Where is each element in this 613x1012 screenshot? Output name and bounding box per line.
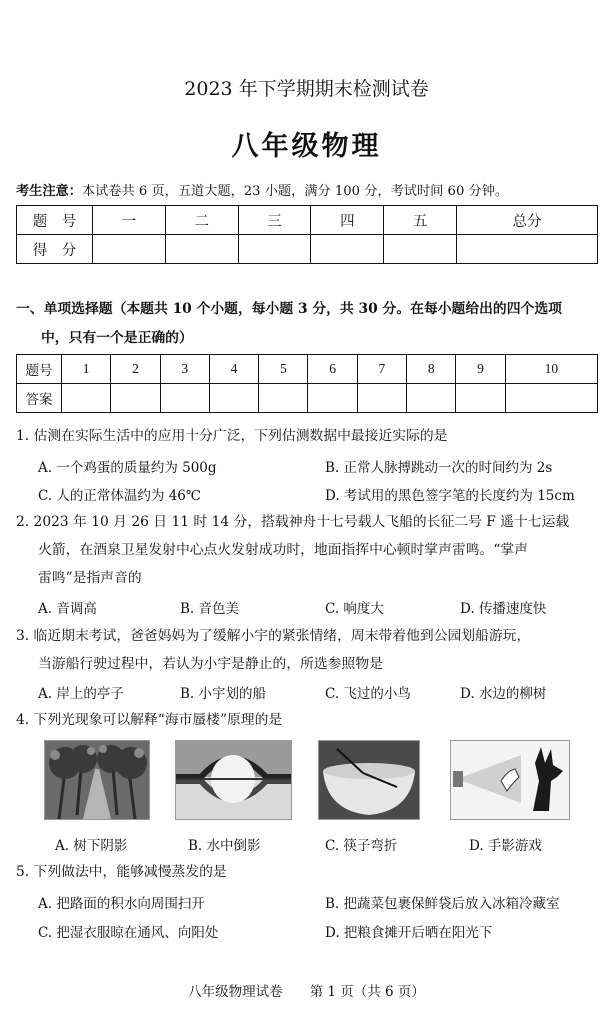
q3-option-a: A. 岸上的亭子 — [38, 686, 124, 702]
answer-blank[interactable] — [209, 384, 258, 413]
answer-blank[interactable] — [407, 384, 456, 413]
q4-stem: 4. 下列光现象可以解释“海市蜃楼”原理的是 — [16, 712, 283, 728]
answer-blank[interactable] — [505, 384, 597, 413]
bridge-reflection-image — [175, 740, 292, 820]
q2-option-a: A. 音调高 — [38, 601, 97, 617]
q2-option-d: D. 传播速度快 — [460, 601, 547, 617]
score-table-score-row — [17, 235, 598, 264]
hand-shadow-illustration — [451, 741, 569, 819]
notice-label: 考生注意： — [16, 184, 82, 199]
score-cell: 四 — [311, 206, 384, 235]
score-cell: 二 — [165, 206, 238, 235]
answer-cell: 4 — [209, 355, 258, 384]
q3-stem-line-1: 3. 临近期末考试，爸爸妈妈为了缓解小宇的紧张情绪，周末带着他到公园划船游玩， — [16, 628, 531, 644]
answer-cell: 2 — [111, 355, 160, 384]
section-1-line-2: 中，只有一个是正确的） — [41, 330, 193, 346]
q1-option-c: C. 人的正常体温约为 46℃ — [38, 488, 202, 504]
section-1-line-1: 一、单项选择题（本题共 10 个小题，每小题 3 分，共 30 分。在每小题给出的四个选项 — [16, 301, 562, 317]
answer-cell: 3 — [160, 355, 209, 384]
answer-table — [16, 354, 598, 413]
q1-option-a: A. 一个鸡蛋的质量约为 500g — [38, 460, 217, 476]
q5-stem: 5. 下列做法中，能够减慢蒸发的是 — [16, 864, 227, 880]
answer-blank[interactable] — [111, 384, 160, 413]
answer-cell: 9 — [456, 355, 505, 384]
answer-blank[interactable] — [357, 384, 406, 413]
answer-blank[interactable] — [456, 384, 505, 413]
q1-stem: 1. 估测在实际生活中的应用十分广泛，下列估测数据中最接近实际的是 — [16, 428, 448, 444]
answer-cell: 6 — [308, 355, 357, 384]
answer-cell: 10 — [505, 355, 597, 384]
score-blank[interactable] — [165, 235, 238, 264]
section-1-heading — [16, 295, 601, 353]
q2-option-b: B. 音色美 — [180, 601, 240, 617]
score-cell: 题 号 — [17, 206, 93, 235]
q2-stem-line-1: 2. 2023 年 10 月 26 日 11 时 14 分，搭载神舟十七号载人飞船的长征二号 F 遥十七运载 — [16, 514, 570, 530]
exam-title: 2023 年下学期期末检测试卷 — [184, 78, 429, 100]
q5-option-d: D. 把粮食摊开后晒在阳光下 — [325, 925, 493, 941]
q3-option-d: D. 水边的柳树 — [460, 686, 547, 702]
score-cell: 得 分 — [17, 235, 93, 264]
hand-shadow-image — [450, 740, 570, 820]
answer-cell: 7 — [357, 355, 406, 384]
score-cell: 五 — [384, 206, 457, 235]
subject-title: 八年级物理 — [231, 131, 382, 162]
notice-text: 本试卷共 6 页，五道大题，23 小题，满分 100 分，考试时间 60 分钟。 — [81, 184, 509, 199]
score-blank[interactable] — [457, 235, 598, 264]
q2-stem-line-3: 雷鸣”是指声音的 — [38, 570, 142, 586]
q5-option-b: B. 把蔬菜包裹保鲜袋后放入冰箱冷藏室 — [325, 896, 560, 912]
q1-option-d: D. 考试用的黑色签字笔的长度约为 15cm — [325, 488, 575, 504]
q4-option-b: B. 水中倒影 — [188, 838, 261, 854]
answer-cell: 8 — [407, 355, 456, 384]
exam-notice — [16, 180, 508, 199]
q5-option-a: A. 把路面的积水向周围扫开 — [38, 896, 205, 912]
q4-option-d: D. 手影游戏 — [469, 838, 542, 854]
q3-stem-line-2: 当游船行驶过程中，若认为小宇是静止的，所选参照物是 — [38, 656, 383, 672]
page-footer: 八年级物理试卷 第 1 页（共 6 页） — [188, 984, 425, 1000]
answer-cell: 题号 — [17, 355, 62, 384]
q4-option-c: C. 筷子弯折 — [325, 838, 398, 854]
score-cell: 三 — [238, 206, 311, 235]
answer-blank[interactable] — [259, 384, 308, 413]
score-blank[interactable] — [238, 235, 311, 264]
answer-cell: 答案 — [17, 384, 62, 413]
q4-option-a: A. 树下阴影 — [55, 838, 128, 854]
answer-table-number-row — [17, 355, 598, 384]
chopstick-bowl-illustration — [319, 741, 419, 819]
answer-table-answer-row — [17, 384, 598, 413]
q2-option-c: C. 响度大 — [325, 601, 384, 617]
q3-option-c: C. 飞过的小鸟 — [325, 686, 411, 702]
score-blank[interactable] — [311, 235, 384, 264]
q1-option-b: B. 正常人脉搏跳动一次的时间约为 2s — [325, 460, 553, 476]
score-blank[interactable] — [384, 235, 457, 264]
answer-cell: 1 — [62, 355, 111, 384]
q5-option-c: C. 把湿衣服晾在通风、向阳处 — [38, 925, 219, 941]
answer-cell: 5 — [259, 355, 308, 384]
tree-shadow-image — [44, 740, 150, 820]
q2-stem-line-2: 火箭，在酒泉卫星发射中心点火发射成功时，地面指挥中心顿时掌声雷鸣。“掌声 — [38, 542, 528, 558]
bridge-reflection-illustration — [176, 741, 291, 819]
chopstick-bowl-image — [318, 740, 420, 820]
tree-shadow-illustration — [45, 741, 149, 819]
q3-option-b: B. 小宇划的船 — [180, 686, 267, 702]
answer-blank[interactable] — [160, 384, 209, 413]
score-table-header-row — [17, 206, 598, 235]
score-blank[interactable] — [93, 235, 166, 264]
score-table — [16, 205, 598, 264]
answer-blank[interactable] — [308, 384, 357, 413]
answer-blank[interactable] — [62, 384, 111, 413]
score-cell: 一 — [93, 206, 166, 235]
score-cell: 总分 — [457, 206, 598, 235]
